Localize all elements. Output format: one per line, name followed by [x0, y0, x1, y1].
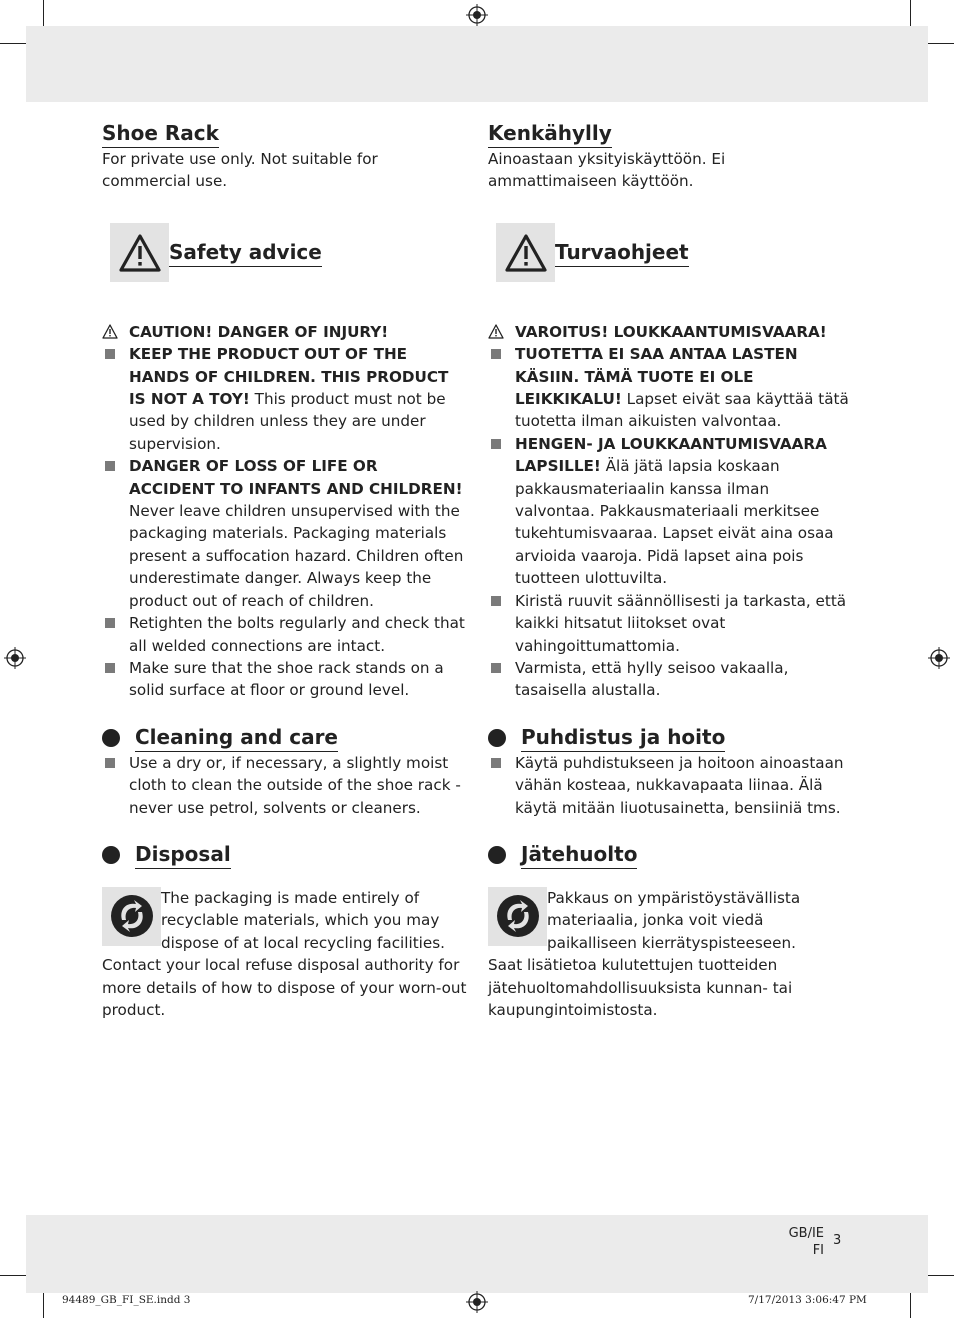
- warning-triangle-icon: [102, 324, 118, 339]
- square-bullet-icon: [105, 349, 115, 359]
- crop-mark: [43, 0, 44, 26]
- green-dot-recycling-icon: [102, 887, 161, 946]
- registration-mark-icon: [928, 647, 950, 669]
- crop-mark: [910, 0, 911, 26]
- recycle-row: [102, 887, 467, 954]
- item-text: Käytä puhdistukseen ja hoitoon ainoastaan vähän kosteaa, nukkavapaata liinaa. Älä käytä mitään liuotusainetta, bensiiniä tms.: [515, 753, 844, 817]
- list-item: [102, 657, 467, 702]
- item-text: Lapset eivät saa käyttää tätä tuotetta ilman aikuisten valvontaa.: [515, 390, 849, 431]
- safety-list: [488, 321, 853, 702]
- section-heading: Turvaohjeet: [555, 239, 689, 267]
- page-title: Shoe Rack: [102, 120, 219, 148]
- language-line: GB/IE: [788, 1226, 824, 1241]
- bold-warning-text: HENGEN- JA LOUKKAANTUMISVAARA LAPSILLE!: [515, 434, 827, 476]
- cleaning-list: [488, 752, 853, 819]
- item-text: Never leave children unsupervised with the packaging materials. Packaging materials present a suffocation hazard. Children often underestimate danger. Always keep the product out of reach of children.: [129, 502, 464, 610]
- registration-mark-icon: [466, 4, 488, 26]
- square-bullet-icon: [105, 618, 115, 628]
- registration-mark-icon: [466, 1291, 488, 1313]
- cleaning-heading-row: [488, 724, 853, 752]
- item-text: Kiristä ruuvit säännöllisesti ja tarkasta, että kaikki hitsatut liitokset ovat vahingoittumattomia.: [515, 591, 847, 655]
- slug-filename: 94489_GB_FI_SE.indd 3: [62, 1294, 191, 1306]
- warning-triangle-icon: [110, 223, 169, 282]
- crop-mark: [928, 1275, 954, 1276]
- section-heading: Jätehuolto: [521, 841, 637, 869]
- header-band: [26, 26, 928, 102]
- item-text: Retighten the bolts regularly and check that all welded connections are intact.: [129, 614, 465, 655]
- recycle-text: Pakkaus on ympäristöystävällista materiaalia, jonka voit viedä paikalliseen kierrätyspisteeseen.: [547, 888, 801, 952]
- square-bullet-icon: [491, 439, 501, 449]
- contact-text: Contact your local refuse disposal authority for more details of how to dispose of your worn-out product.: [102, 956, 467, 1019]
- intro-text: Ainoastaan yksityiskäyttöön. Ei ammattimaiseen käyttöön.: [488, 150, 726, 191]
- item-text: Make sure that the shoe rack stands on a solid surface at floor or ground level.: [129, 658, 444, 700]
- square-bullet-icon: [491, 758, 501, 768]
- green-dot-recycling-icon: [488, 887, 547, 946]
- crop-mark: [928, 43, 954, 44]
- safety-list: [102, 321, 467, 702]
- language-codes: [784, 1225, 824, 1259]
- crop-mark: [43, 1293, 44, 1318]
- item-text: Use a dry or, if necessary, a slightly moist cloth to clean the outside of the shoe rack - never use petrol, solvents or cleaners.: [129, 753, 461, 817]
- square-bullet-icon: [105, 758, 115, 768]
- crop-mark: [910, 1293, 911, 1318]
- square-bullet-icon: [491, 349, 501, 359]
- list-item: [488, 752, 853, 819]
- intro-text: For private use only. Not suitable for commercial use.: [102, 150, 378, 191]
- filled-circle-icon: [488, 729, 506, 747]
- list-item: [102, 321, 467, 343]
- finnish-column: [488, 120, 853, 1021]
- english-column: [102, 120, 467, 1021]
- bold-warning-text: TUOTETTA EI SAA ANTAA LASTEN KÄSIIN. TÄMÄ TUOTE EI OLE LEIKKIKALU!: [515, 345, 798, 409]
- language-line: FI: [812, 1243, 824, 1258]
- item-text: Älä jätä lapsia koskaan pakkausmateriaalin kanssa ilman valvontaa. Pakkausmateriaali merkitsee tukehtumisvaaraa. Lapset eivät aina osaa arvioida vaaroja. Pidä lapset aina pois tuotteen ulottuvilta.: [515, 457, 834, 588]
- safety-heading-row: [488, 223, 853, 283]
- filled-circle-icon: [102, 729, 120, 747]
- list-item: [102, 612, 467, 657]
- filled-circle-icon: [488, 846, 506, 864]
- square-bullet-icon: [105, 663, 115, 673]
- square-bullet-icon: [491, 596, 501, 606]
- bold-warning-text: KEEP THE PRODUCT OUT OF THE HANDS OF CHILDREN. THIS PRODUCT IS NOT A TOY!: [129, 345, 449, 409]
- crop-mark: [0, 43, 26, 44]
- contact-text: Saat lisätietoa kulutettujen tuotteiden jätehuoltomahdollisuuksista kunnan- tai kaupungintoimistosta.: [488, 956, 793, 1019]
- recycle-row: [488, 887, 853, 954]
- crop-mark: [0, 1275, 26, 1276]
- slug-timestamp: 7/17/2013 3:06:47 PM: [748, 1294, 867, 1306]
- bold-warning-text: VAROITUS! LOUKKAANTUMISVAARA!: [515, 322, 827, 341]
- square-bullet-icon: [105, 461, 115, 471]
- bold-warning-text: CAUTION! DANGER OF INJURY!: [129, 322, 389, 341]
- disposal-heading-row: [488, 841, 853, 869]
- warning-triangle-icon: [488, 324, 504, 339]
- cleaning-list: [102, 752, 467, 819]
- item-text: This product must not be used by children unless they are under supervision.: [129, 390, 446, 453]
- bold-warning-text: DANGER OF LOSS OF LIFE OR ACCIDENT TO INFANTS AND CHILDREN!: [129, 457, 463, 498]
- list-item: [102, 343, 467, 455]
- page-title: Kenkähylly: [488, 120, 612, 148]
- list-item: [488, 433, 853, 590]
- disposal-heading-row: [102, 841, 467, 869]
- section-heading: Disposal: [135, 841, 231, 869]
- list-item: [488, 657, 853, 702]
- item-text: Varmista, että hylly seisoo vakaalla, tasaisella alustalla.: [515, 658, 789, 700]
- page-number: 3: [833, 1233, 842, 1248]
- filled-circle-icon: [102, 846, 120, 864]
- list-item: [102, 752, 467, 819]
- warning-triangle-icon: [496, 223, 555, 282]
- section-heading: Puhdistus ja hoito: [521, 724, 725, 752]
- cleaning-heading-row: [102, 724, 467, 752]
- safety-heading-row: [102, 223, 467, 283]
- section-heading: Safety advice: [169, 239, 322, 267]
- recycle-text: The packaging is made entirely of recyclable materials, which you may dispose of at local recycling facilities.: [161, 888, 445, 952]
- list-item: [488, 343, 853, 433]
- registration-mark-icon: [4, 647, 26, 669]
- list-item: [102, 455, 467, 612]
- list-item: [488, 590, 853, 657]
- section-heading: Cleaning and care: [135, 724, 338, 752]
- square-bullet-icon: [491, 663, 501, 673]
- list-item: [488, 321, 853, 343]
